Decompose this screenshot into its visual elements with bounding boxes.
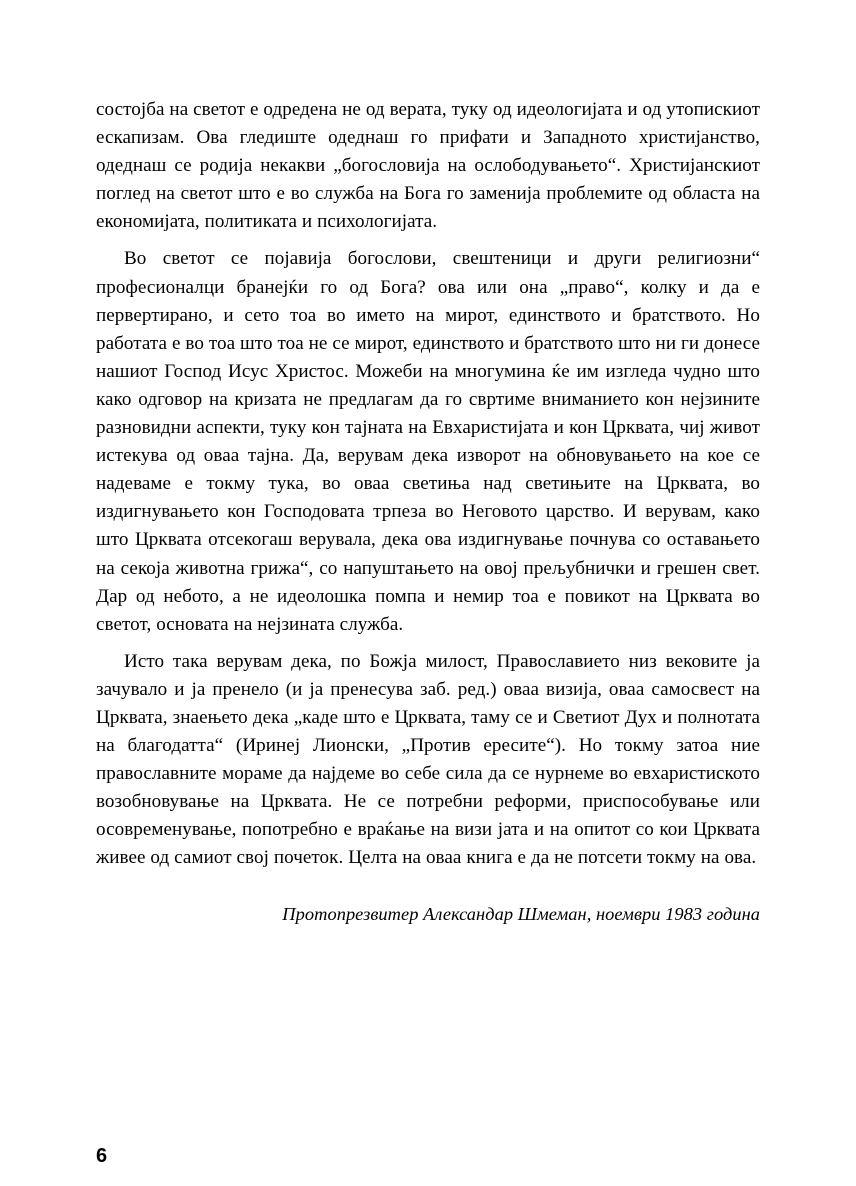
body-paragraph-3: Исто така верувам дека, по Божја милост, Православието низ вековите ја зачувало и ја пренело (и ја пренесува заб. ред.) оваа визија, оваа самосвест на Црквата, знаењето дека „каде што е Црквата, таму се и Светиот Дух и полнотата на благодатта“ (Иринеј Лионски, „Против ересите“). Но токму затоа ние православните мораме да најдеме во себе сила да се нурнеме во евхаристиското возобновување на Црквата. Не се потребни реформи, приспособување или осовременување, попотребно е враќање на визи јата и на опитот со кои Црквата живее од самиот свој почеток. Целта на оваа книга е да не потсети токму на ова.	[96, 650, 760, 869]
body-paragraph-2: Во светот се појавија богослови, свештеници и други религиозни“ професионалци бранејќи го од Бога? ова или она „право“, колку и да е первертирано, и сето тоа во името на мирот, единството и братството. Но работата е во тоа што тоа не се мирот, единството и братството што ни ги донесе нашиот Господ Исус Христос. Можеби на многумина ќе им изгледа чудно што како одговор на кризата не предлагам да го свртиме вниманието кон нејзините разновидни аспекти, туку кон тајната на Евхаристијата и кон Црквата, чиј живот истекува од оваа тајна. Да, верувам дека изворот на обновувањето на кое се надеваме е токму тука, во оваа светиња над светињите на Црквата, во издигнувањето кон Господовата трпеза во Неговото царство. И верувам, како што Црквата отсекогаш верувала, дека ова издигнување почнува со оставањето на секоја животна грижа“, со напуштањето на овој прељубнички и грешен свет. Дар од небото, а не идеолошка помпа и немир тоа е повикот на Црквата во светот, основата на нејзината служба.	[96, 248, 760, 635]
author-attribution: Протопрезвитер Александар Шмеман, ноември 1983 година	[282, 903, 760, 924]
body-paragraph-1: состојба на светот е одредена не од верата, туку од идеологијата и од утопискиот ескапизам. Ова гледиште одеднаш го прифати и Западното христијанство, одеднаш се родија некакви „богословија на ослободувањето“. Христијанскиот поглед на светот што е во служба на Бога го заменија проблемите од областа на економијата, политиката и психологијата.	[96, 99, 760, 233]
text-column	[96, 96, 760, 928]
page-number: 6	[96, 1145, 108, 1167]
